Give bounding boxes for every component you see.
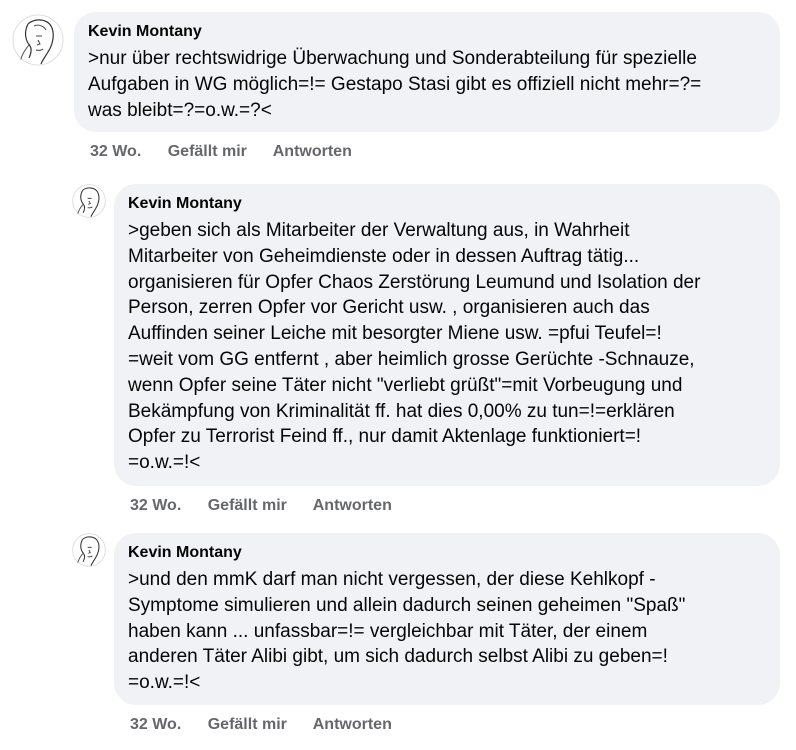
like-button[interactable]: Gefällt mir <box>207 716 287 733</box>
comment-bubble <box>114 184 780 486</box>
comment-text: >geben sich als Mitarbeiter der Verwaltung aus, in Wahrheit Mitarbeiter von Geheimdienste oder in dessen Auftrag tätig... organisieren für Opfer Chaos Zerstörung Leumund und Isolation der Person, zerren Opfer vor Gericht usw. , organisieren auch das Auffinden seiner Leiche mit besorgter Miene usw. =pfui Teufel=! =weit vom GG entfernt , aber heimlich grosse Gerüchte -Schnauze, wenn Opfer seine Täter nicht "verliebt grüßt"=mit Vorbeugung und Bekämpfung von Kriminalität ff. hat dies 0,00% zu tun=!=erklären Opfer zu Terrorist Feind ff., nur damit Aktenlage funktioniert=! =o.w.=!< <box>128 220 701 474</box>
like-button[interactable]: Gefällt mir <box>167 143 247 160</box>
comment-author[interactable]: Kevin Montany <box>88 23 202 40</box>
like-button[interactable]: Gefällt mir <box>207 497 287 514</box>
reply-button[interactable]: Antworten <box>312 497 392 514</box>
comment-timestamp[interactable]: 32 Wo. <box>130 497 182 514</box>
comment-text: >und den mmK darf man nicht vergessen, der diese Kehlkopf - Symptome simulieren und allein dadurch seinen geheimen "Spaß" haben kann ... unfassbar=!= vergleichbar mit Täter, der einem anderen Täter Alibi gibt, um sich dadurch selbst Alibi zu geben=! =o.w.=!< <box>128 569 686 694</box>
comment-bubble <box>74 12 780 132</box>
sketch-face-avatar-icon <box>12 14 64 66</box>
comment-author[interactable]: Kevin Montany <box>128 544 242 561</box>
reply-button[interactable]: Antworten <box>272 143 352 160</box>
comment-actions <box>90 142 374 162</box>
avatar[interactable] <box>72 184 106 218</box>
comment-author[interactable]: Kevin Montany <box>128 195 242 212</box>
avatar[interactable] <box>72 533 106 567</box>
sketch-face-avatar-icon <box>72 533 106 567</box>
comment-actions <box>130 496 414 516</box>
avatar[interactable] <box>12 14 64 66</box>
sketch-face-avatar-icon <box>72 184 106 218</box>
comment-actions <box>130 715 414 735</box>
reply-button[interactable]: Antworten <box>312 716 392 733</box>
comment-timestamp[interactable]: 32 Wo. <box>90 143 142 160</box>
comment-text: >nur über rechtswidrige Überwachung und Sonderabteilung für spezielle Aufgaben in WG möglich=!= Gestapo Stasi gibt es offiziell nicht mehr=?= was bleibt=?=o.w.=?< <box>88 48 702 121</box>
comment-timestamp[interactable]: 32 Wo. <box>130 716 182 733</box>
comment-bubble <box>114 533 780 705</box>
